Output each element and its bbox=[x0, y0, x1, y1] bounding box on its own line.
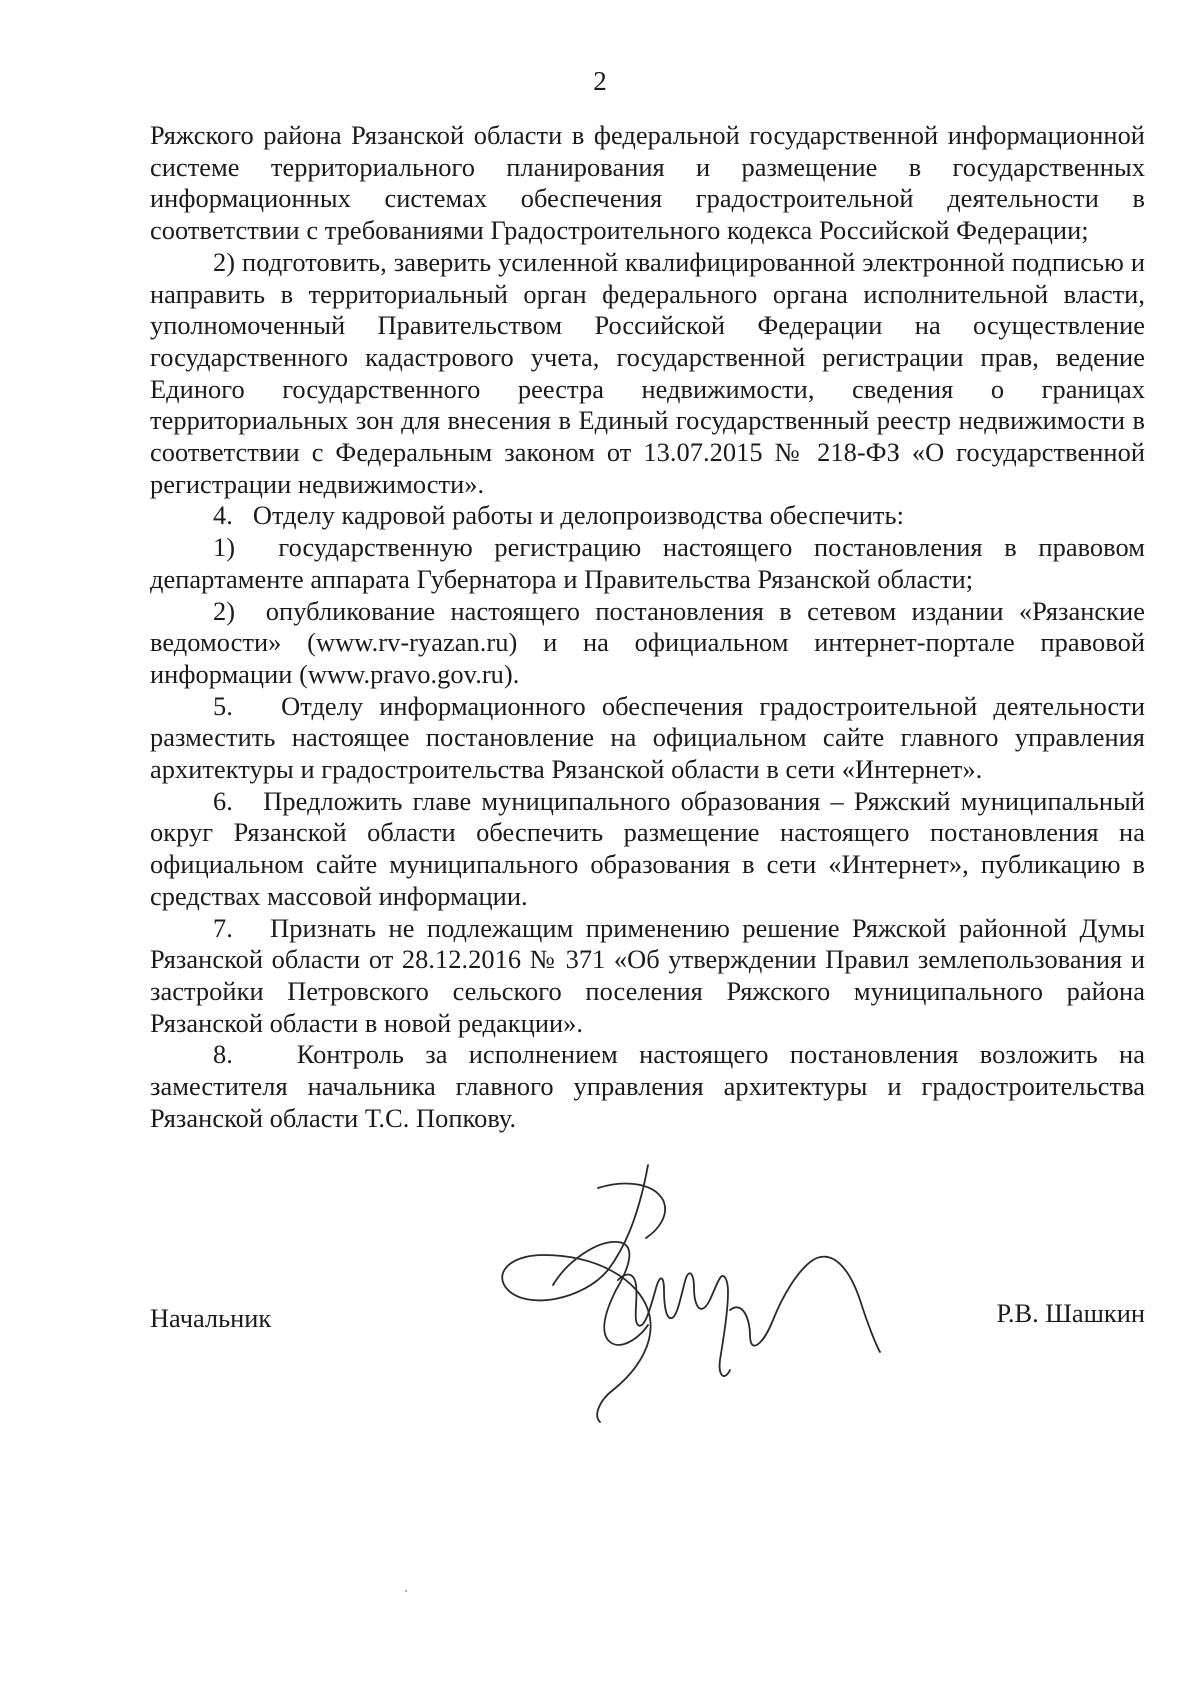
paragraph-item-7: 7. Признать не подлежащим применению решение Ряжской районной Думы Рязанской области от 28.12.2016 № 371 «Об утверждении Правил землепользования и застройки Петровского сельского поселения Ряжского муниципального района Рязанской области в новой редакции». bbox=[150, 912, 1145, 1038]
paragraph-item-2: 2) подготовить, заверить усиленной квалифицированной электронной подписью и направить в территориальный орган федерального органа исполнительной власти, уполномоченный Правительством Российской Федерации на осуществление государственного кадастрового учета, государственной регистрации прав, ведение Единого государственного реестра недвижимости, сведения о границах территориальных зон для внесения в Единый государственный реестр недвижимости в соответствии с Федеральным законом от 13.07.2015 № 218-ФЗ «О государственной регистрации недвижимости». bbox=[150, 246, 1145, 499]
paragraph-item-4: 4. Отделу кадровой работы и делопроизводства обеспечить: bbox=[213, 500, 904, 531]
paragraph-item-8: 8. Контроль за исполнением настоящего постановления возложить на заместителя начальника главного управления архитектуры и градостроительства Рязанской области Т.С. Попкову. bbox=[150, 1039, 1145, 1133]
handwritten-signature bbox=[488, 1160, 908, 1460]
signature-stroke-loop bbox=[502, 1165, 650, 1422]
signatory-name: Р.В. Шашкин bbox=[996, 1298, 1145, 1328]
paragraph-continuation: Ряжского района Рязанской области в федеральной государственной информационной системе территориального планирования и размещение в государственных информационных системах обеспечения градостроительной деятельности в соответствии с требованиями Градостроительного кодекса Российской Федерации; bbox=[150, 120, 1145, 246]
document-body bbox=[150, 120, 1145, 1135]
signature-stroke-cross bbox=[598, 1184, 665, 1238]
paragraph-subitem-1: 1) государственную регистрацию настоящего постановления в правовом департаменте аппарата Губернатора и Правительства Рязанской области; bbox=[150, 532, 1145, 594]
paragraph-item-5: 5. Отделу информационного обеспечения градостроительной деятельности разместить настоящее постановление на официальном сайте главного управления архитектуры и градостроительства Рязанской области в сети «Интернет». bbox=[150, 690, 1145, 785]
scan-speck bbox=[405, 1590, 407, 1592]
signature-stroke-tail bbox=[730, 1257, 880, 1352]
paragraph-subitem-2: 2) опубликование настоящего постановления в сетевом издании «Рязанские ведомости» (www.rv-ryazan.ru) и на официальном интернет-портале правовой информации (www.pravo.gov.ru). bbox=[150, 595, 1145, 689]
signatory-title: Начальник bbox=[150, 1303, 272, 1333]
page-number: 2 bbox=[593, 66, 607, 96]
paragraph-item-6: 6. Предложить главе муниципального образования – Ряжский муниципальный округ Рязанской области обеспечить размещение настоящего постановления на официальном сайте муниципального образования в сети «Интернет», публикацию в средствах массовой информации. bbox=[150, 785, 1145, 911]
